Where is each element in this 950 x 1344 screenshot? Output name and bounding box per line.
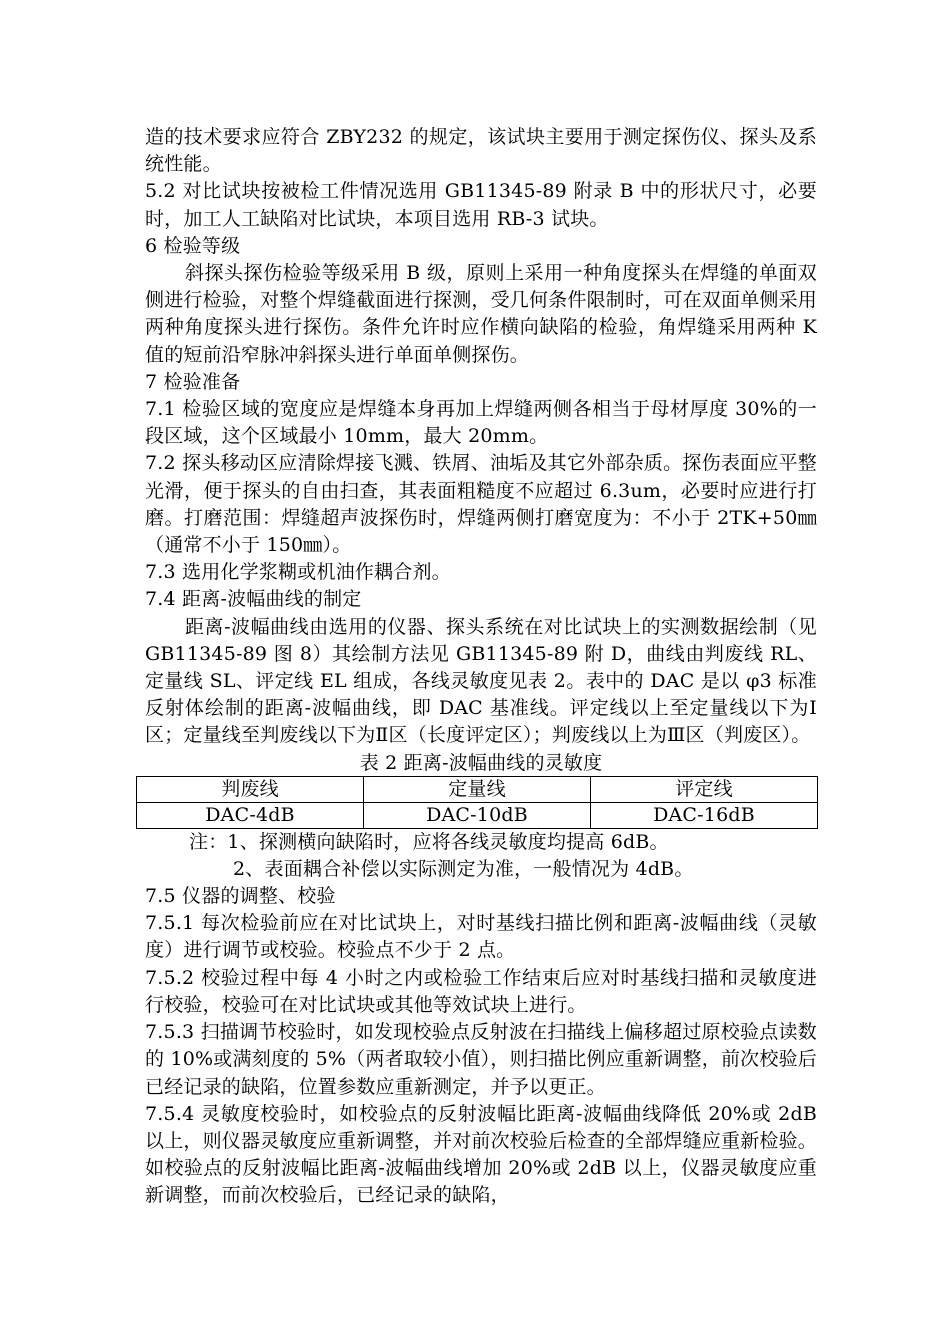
sensitivity-table: [136, 776, 818, 829]
paragraph-7-3: 7.3 选用化学浆糊或机油作耦合剂。: [145, 561, 451, 584]
paragraph-7-5-2: 7.5.2 校验过程中每 4 小时之内或检验工作结束后应对时基线扫描和灵敏度进行校验，校验可在对比试块或其他等效试块上进行。: [145, 966, 817, 1016]
table-note-1: 注：1、探测横向缺陷时，应将各线灵敏度均提高 6dB。: [189, 830, 669, 853]
table-header-cell: 判废线: [137, 776, 364, 802]
table-cell: DAC-16dB: [591, 802, 818, 828]
table-header-cell: 定量线: [364, 776, 591, 802]
paragraph-7-5-4: 7.5.4 灵敏度校验时，如校验点的反射波幅比距离-波幅曲线降低 20%或 2dB 以上，则仪器灵敏度应重新调整，并对前次校验后检查的全部焊缝应重新检验。如校验点的反射波幅比距离-波幅曲线增加 20%或 2dB 以上，仪器灵敏度应重新调整，而前次校验后，已经记录的缺陷，: [145, 1102, 818, 1207]
document-page: [145, 124, 817, 1210]
paragraph-zby232: 造的技术要求应符合 ZBY232 的规定，该试块主要用于测定探伤仪、探头及系统性能。: [145, 126, 817, 176]
paragraph-7-5-3: 7.5.3 扫描调节校验时，如发现校验点反射波在扫描线上偏移超过原校验点读数的 10%或满刻度的 5%（两者取较小值），则扫描比例应重新调整，前次校验后已经记录的缺陷，位置参数应重新测定，并予以更正。: [145, 1021, 817, 1098]
paragraph-6-body: 斜探头探伤检验等级采用 B 级，原则上采用一种角度探头在焊缝的单面双侧进行检验，对整个焊缝截面进行探测，受几何条件限制时，可在双面单侧采用两种角度探头进行探伤。条件允许时应作横向缺陷的检验，角焊缝采用两种 K 值的短前沿窄脉冲斜探头进行单面单侧探伤。: [145, 262, 818, 366]
paragraph-7-2: 7.2 探头移动区应清除焊接飞溅、铁屑、油垢及其它外部杂质。探伤表面应平整光滑，便于探头的自由扫查，其表面粗糙度不应超过 6.3um，必要时应进行打磨。打磨范围：焊缝超声波探伤时，焊缝两侧打磨宽度为：不小于 2TK+50㎜（通常不小于 150㎜）。: [145, 452, 817, 557]
paragraph-7-5-1: 7.5.1 每次检验前应在对比试块上，对时基线扫描比例和距离-波幅曲线（灵敏度）进行调节或校验。校验点不少于 2 点。: [145, 912, 817, 962]
heading-7-5: 7.5 仪器的调整、校验: [145, 885, 336, 908]
heading-6: 6 检验等级: [145, 234, 241, 257]
heading-7-4: 7.4 距离-波幅曲线的制定: [145, 588, 362, 611]
table-caption: 表 2 距离-波幅曲线的灵敏度: [359, 751, 603, 774]
heading-7: 7 检验准备: [145, 370, 241, 393]
paragraph-5-2: 5.2 对比试块按被检工件情况选用 GB11345-89 附录 B 中的形状尺寸，必要时，加工人工缺陷对比试块，本项目选用 RB-3 试块。: [145, 180, 817, 230]
table-cell: DAC-4dB: [137, 802, 364, 828]
paragraph-7-4-body: 距离-波幅曲线由选用的仪器、探头系统在对比试块上的实测数据绘制（见 GB11345-89 图 8）其绘制方法见 GB11345-89 附 D，曲线由判废线 RL、定量线 SL、评定线 EL 组成，各线灵敏度见表 2。表中的 DAC 是以 φ3 标准反射体绘制的距离-波幅曲线，即 DAC 基准线。评定线以上至定量线以下为Ⅰ区；定量线至判废线以下为Ⅱ区（长度评定区）；判废线以上为Ⅲ区（判废区）。: [145, 615, 817, 747]
table-cell: DAC-10dB: [364, 802, 591, 828]
table-row: [137, 802, 818, 828]
table-note-2: 2、表面耦合补偿以实际测定为准，一般情况为 4dB。: [233, 857, 694, 880]
paragraph-7-1: 7.1 检验区域的宽度应是焊缝本身再加上焊缝两侧各相当于母材厚度 30%的一段区域，这个区域最小 10mm，最大 20mm。: [145, 398, 817, 448]
table-header-row: [137, 776, 818, 802]
table-header-cell: 评定线: [591, 776, 818, 802]
